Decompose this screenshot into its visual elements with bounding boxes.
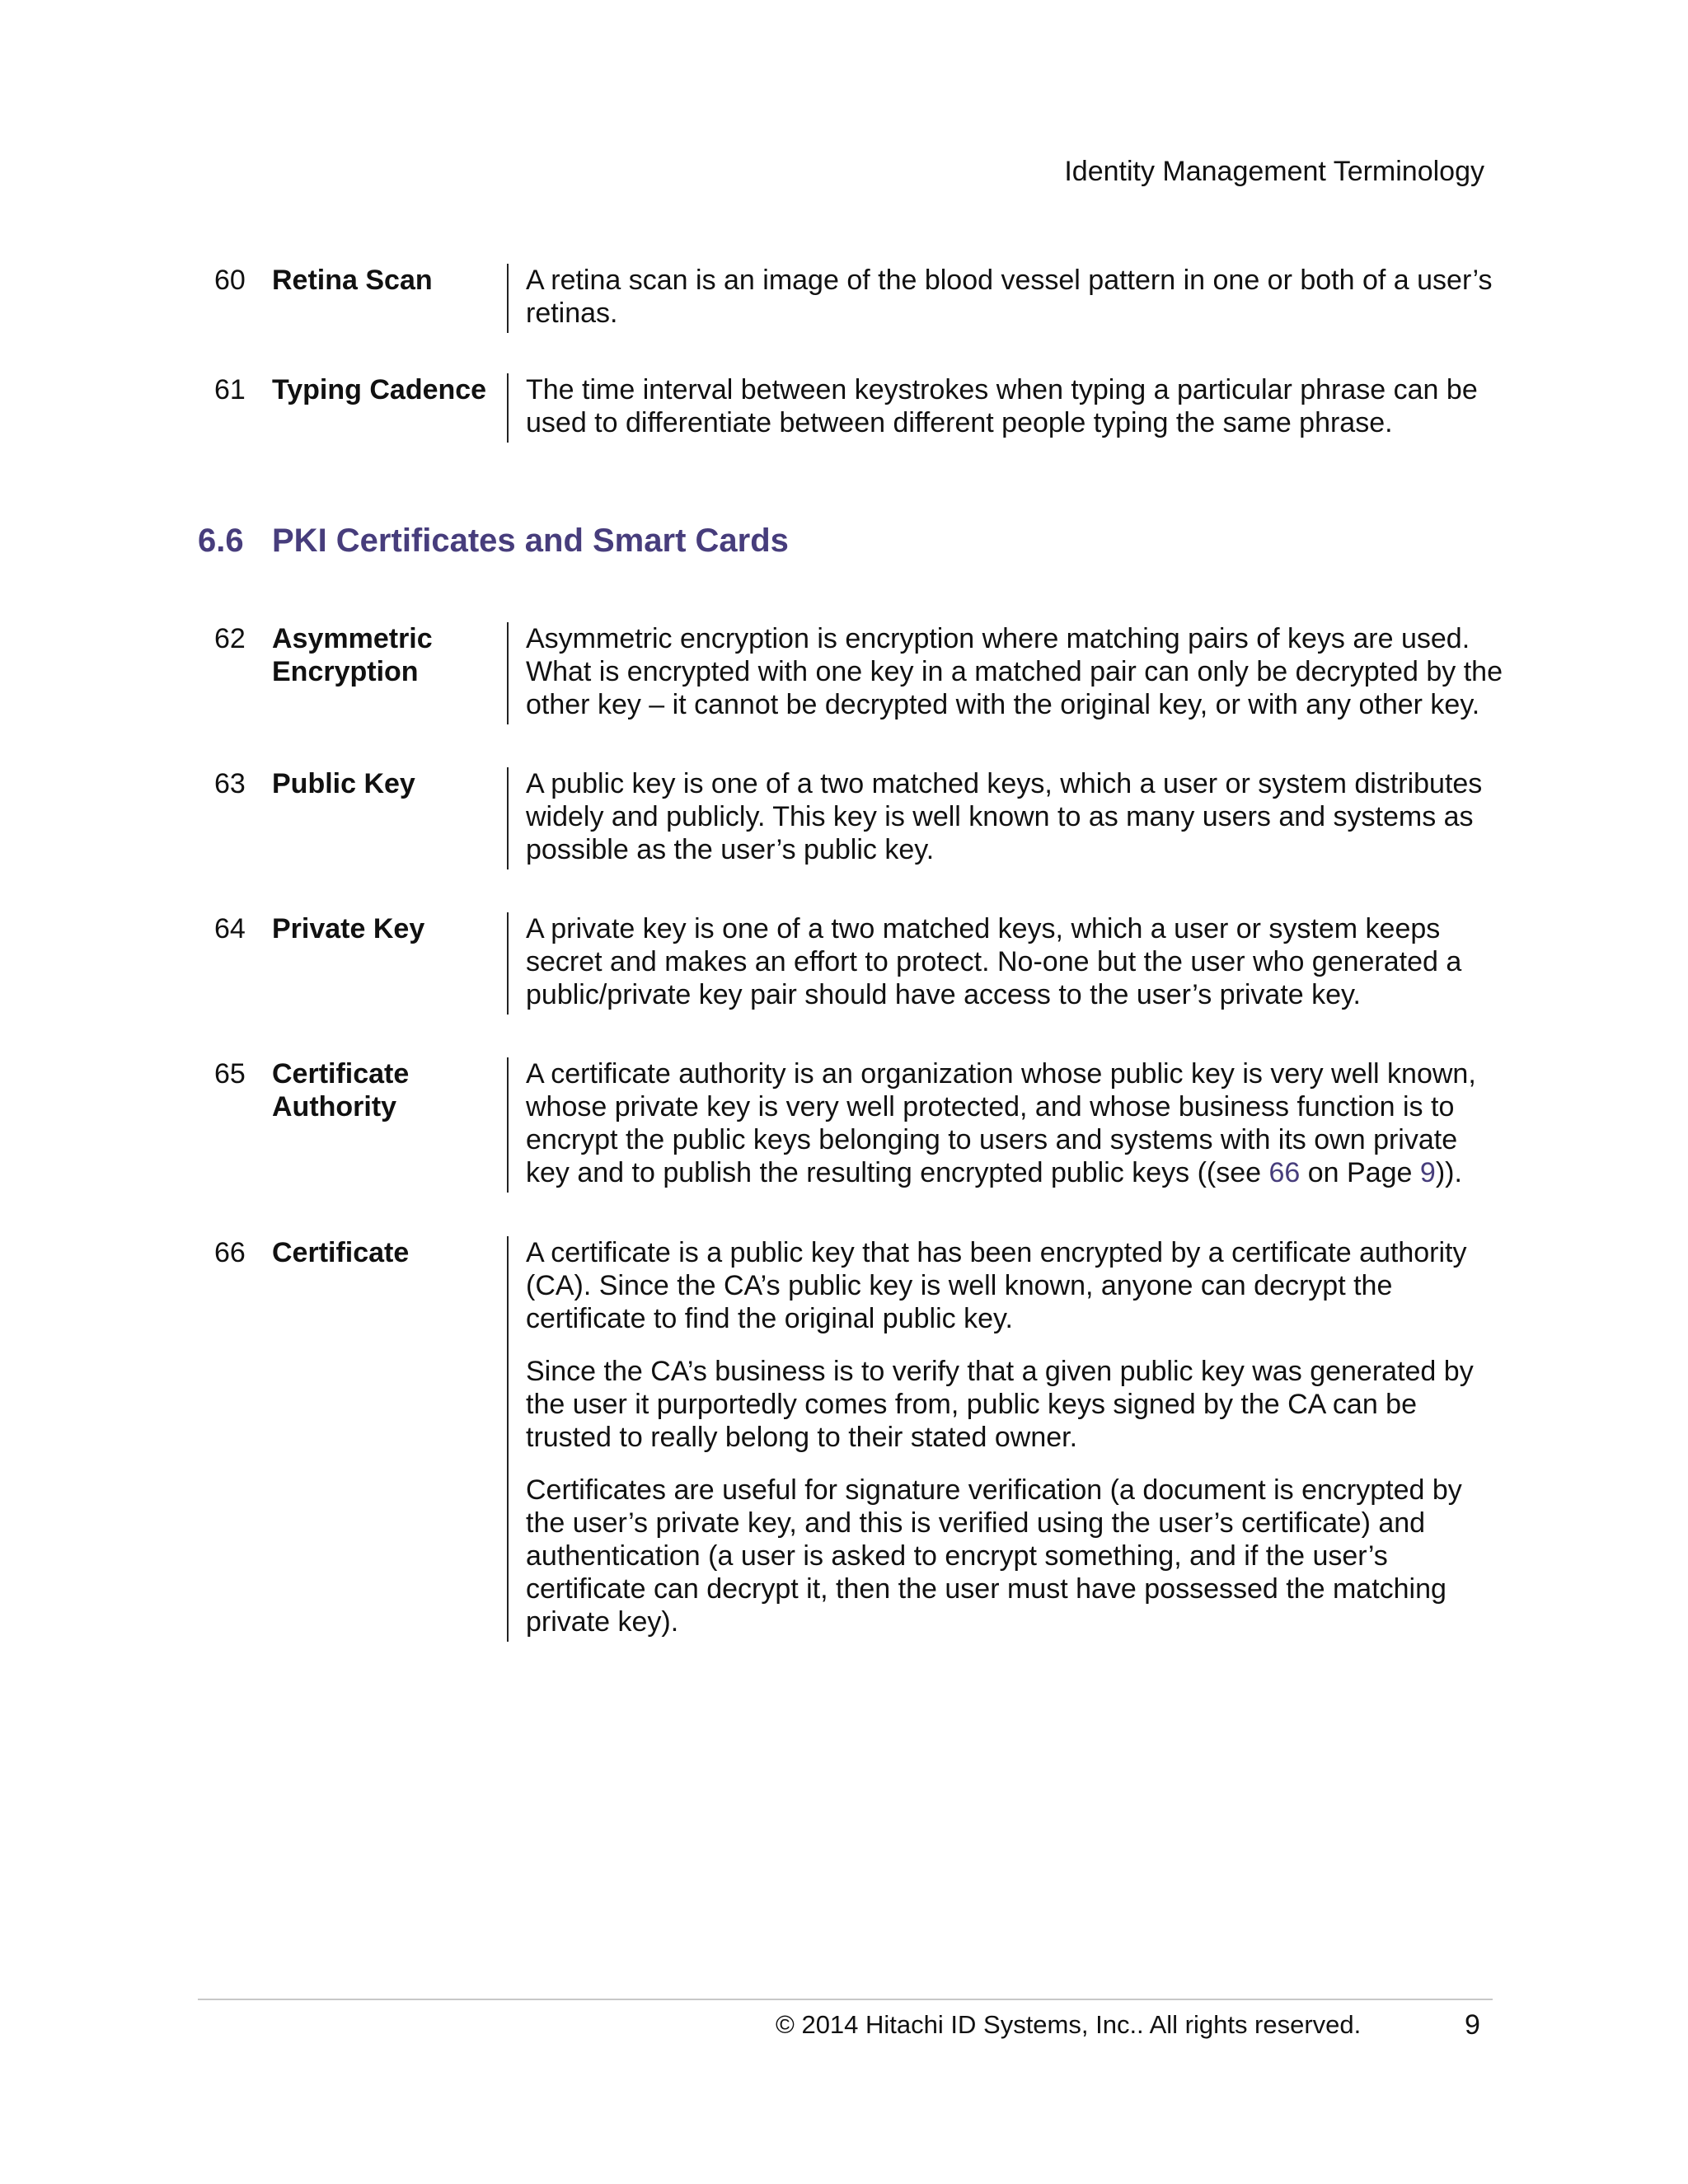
definition-paragraph: Since the CA’s business is to verify that a given public key was generated by the user it purportedly comes from, public keys signed by the CA can be trusted to really belong to their stated owner.: [526, 1356, 1474, 1453]
definition-paragraph: The time interval between keystrokes when typing a particular phrase can be used to differentiate between different people typing the same phrase.: [526, 374, 1478, 438]
footer-copyright: © 2014 Hitachi ID Systems, Inc.. All rights reserved.: [776, 2010, 1362, 2039]
entry-term: Public Key: [272, 768, 415, 799]
footer-divider: [198, 1999, 1493, 2000]
entry-term: Certificate: [272, 1237, 410, 1268]
definition-paragraph: A retina scan is an image of the blood vessel pattern in one or both of a user’s retinas.: [526, 265, 1493, 329]
entry-definition: [507, 622, 1503, 724]
definition-text: A certificate authority is an organization whose public key is very well known, whose private key is very well protected, and whose business function is to encrypt the public keys belonging to users and systems with its own private key and to publish the resulting encrypted public keys ((see: [526, 1058, 1476, 1188]
entry-definition: [507, 373, 1503, 443]
running-header: Identity Management Terminology: [1064, 156, 1484, 187]
entry-definition: [507, 1236, 1503, 1642]
entry-number: 62: [214, 623, 246, 654]
entry-term: Certificate Authority: [272, 1058, 410, 1122]
section-title: PKI Certificates and Smart Cards: [272, 523, 789, 559]
section-number: 6.6: [198, 523, 244, 559]
entry-term: Retina Scan: [272, 265, 433, 296]
definition-text: on Page: [1300, 1157, 1420, 1188]
entry-number: 65: [214, 1058, 246, 1090]
definition-paragraph: Certificates are useful for signature verification (a document is encrypted by the user’s private key, and this is verified using the user’s certificate) and authentication (a user is asked to encrypt something, and if the user’s certificate can decrypt it, then the user must have possessed the matching private key).: [526, 1474, 1462, 1638]
entry-definition: [507, 912, 1503, 1015]
entry-term: Typing Cadence: [272, 374, 487, 405]
entry-definition: [507, 1057, 1503, 1193]
entry-definition: [507, 264, 1503, 333]
page-cross-reference-link[interactable]: 9: [1419, 1157, 1436, 1188]
footer-page-number: 9: [1465, 2009, 1480, 2041]
entry-number: 66: [214, 1237, 246, 1268]
entry-number: 61: [214, 374, 246, 405]
entry-number: 63: [214, 768, 246, 799]
definition-paragraph: Asymmetric encryption is encryption where matching pairs of keys are used. What is encrypted with one key in a matched pair can only be decrypted by the other key – it cannot be decrypted with the original key, or with any other key.: [526, 623, 1503, 720]
entry-cross-reference-link[interactable]: 66: [1268, 1157, 1301, 1188]
entry-number: 60: [214, 265, 246, 296]
entry-term: Asymmetric Encryption: [272, 623, 433, 687]
definition-text: )).: [1435, 1157, 1462, 1188]
definition-paragraph: [526, 1057, 1503, 1189]
section-heading: [198, 521, 789, 560]
entry-number: 64: [214, 913, 246, 944]
entry-definition: [507, 767, 1503, 869]
definition-paragraph: A public key is one of a two matched keys, which a user or system distributes widely and publicly. This key is well known to as many users and systems as possible as the user’s public key.: [526, 768, 1483, 865]
definition-paragraph: A private key is one of a two matched keys, which a user or system keeps secret and makes an effort to protect. No-one but the user who generated a public/private key pair should have access to the user’s private key.: [526, 913, 1462, 1010]
definition-paragraph: A certificate is a public key that has been encrypted by a certificate authority (CA). Since the CA’s public key is well known, anyone can decrypt the certificate to find the original public key.: [526, 1237, 1467, 1334]
entry-term: Private Key: [272, 913, 425, 944]
